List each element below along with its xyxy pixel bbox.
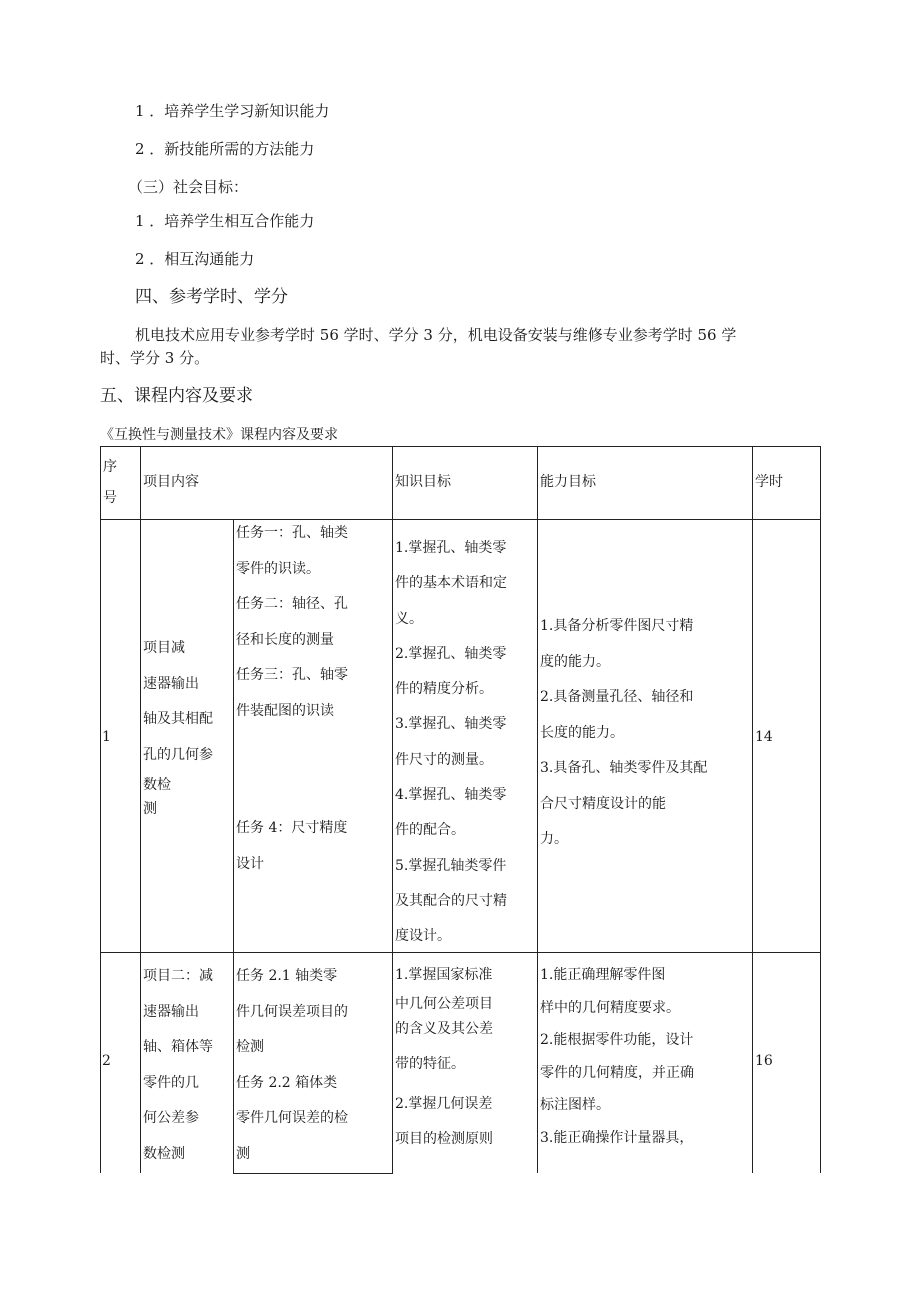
row2-knowledge-line: 2.掌握几何误差 <box>395 1096 493 1112</box>
header-project: 项目内容 <box>143 474 199 490</box>
row2-project-line: 数检测 <box>143 1145 185 1162</box>
row2-ability-line: 样中的几何精度要求。 <box>540 999 680 1016</box>
col-divider-knowledge <box>537 446 538 1173</box>
row2-task1-line: 检测 <box>236 1039 264 1055</box>
table-border-left <box>100 446 101 1173</box>
row1-task3-line2: 件装配图的识读 <box>236 702 334 719</box>
row2-knowledge-line: 项目的检测原则 <box>395 1131 493 1147</box>
col-divider-task <box>392 446 393 1173</box>
row1-knowledge-line: 5.掌握孔轴类零件 <box>395 857 507 874</box>
row1-knowledge-line: 度设计。 <box>395 928 451 945</box>
section4-paragraph-line1: 机电技术应用专业参考学时 56 学时、学分 3 分，机电设备安装与维修专业参考学时 56 学 <box>135 326 737 344</box>
row1-task4-line1: 任务 4：尺寸精度 <box>236 820 348 836</box>
row1-ability-line: 1.具备分析零件图尺寸精 <box>540 618 694 634</box>
row2-ability-line: 零件的几何精度，并正确 <box>540 1064 694 1081</box>
section4-heading: 四、参考学时、学分 <box>135 287 288 307</box>
row1-project-line: 孔的几何参 <box>143 746 213 763</box>
row1-ability-line: 2.具备测量孔径、轴径和 <box>540 689 694 705</box>
row1-task2-line1: 任务二：轴径、孔 <box>236 596 348 612</box>
row1-project <box>143 631 213 821</box>
row1-project-line: 数检 <box>143 777 171 793</box>
row1-knowledge-line: 及其配合的尺寸精 <box>395 892 507 909</box>
row1-knowledge <box>395 531 535 951</box>
row2-task2-line: 任务 2.2 箱体类 <box>236 1074 338 1091</box>
col-divider-seq <box>140 446 141 1173</box>
row2-ability-line: 3.能正确操作计量器具， <box>540 1129 694 1146</box>
row1-knowledge-line: 件的基本术语和定 <box>395 575 507 592</box>
row1-seq: 1 <box>102 729 111 745</box>
row1-knowledge-line: 2.掌握孔、轴类零 <box>395 645 507 662</box>
row1-project-line: 测 <box>143 801 157 817</box>
row2-task1-line: 件几何误差项目的 <box>236 1003 348 1020</box>
row1-task1-line1: 任务一：孔、轴类 <box>236 525 348 541</box>
table-border-top <box>100 446 821 447</box>
row2-ability <box>540 959 694 1154</box>
table-border-right <box>820 446 821 1173</box>
row1-ability-line: 度的能力。 <box>540 653 610 670</box>
skill-item-2: 2 ．新技能所需的方法能力 <box>135 140 315 158</box>
row2-task2-line: 测 <box>236 1145 250 1162</box>
col-divider-ability <box>752 446 753 1173</box>
row2-project-line: 何公差参 <box>143 1110 199 1126</box>
row1-ability <box>540 609 707 858</box>
skill-item-1: 1 ．培养学生学习新知识能力 <box>135 102 330 120</box>
row2-knowledge-line: 1.掌握国家标准 <box>395 967 493 983</box>
row2-seq: 2 <box>102 1053 111 1069</box>
row1-project-line: 轴及其相配 <box>143 711 213 727</box>
row1-ability-line: 合尺寸精度设计的能 <box>540 795 666 812</box>
row1-project-line: 速器输出 <box>143 675 199 692</box>
row2-knowledge-line: 中几何公差项目 <box>395 996 493 1012</box>
row1-knowledge-line: 1.掌握孔、轴类零 <box>395 540 507 556</box>
table-row-divider <box>100 952 821 953</box>
row2-project-line: 速器输出 <box>143 1003 199 1020</box>
social-goal-heading: （三）社会目标： <box>128 178 249 196</box>
row2-ability-line: 2.能根据零件功能，设计 <box>540 1032 694 1048</box>
row1-ability-line: 长度的能力。 <box>540 724 624 741</box>
row2-ability-line: 1.能正确理解零件图 <box>540 967 666 983</box>
task-box-bottom <box>233 1173 393 1174</box>
header-ability: 能力目标 <box>540 474 596 490</box>
row2-knowledge-line: 的含义及其公差 <box>395 1021 493 1037</box>
row1-knowledge-line: 件尺寸的测量。 <box>395 751 493 768</box>
row1-task4-line2: 设计 <box>236 855 264 872</box>
header-seq-line2: 号 <box>103 490 117 506</box>
row1-knowledge-line: 义。 <box>395 610 423 627</box>
row2-task2-line: 零件几何误差的检 <box>236 1110 348 1126</box>
col-divider-project-task <box>233 519 234 1173</box>
row2-project-line: 轴、箱体等 <box>143 1039 213 1055</box>
row1-knowledge-line: 件的精度分析。 <box>395 681 493 698</box>
row1-knowledge-line: 4.掌握孔、轴类零 <box>395 787 507 804</box>
row2-project-line: 零件的几 <box>143 1074 199 1091</box>
row2-task1-line: 任务 2.1 轴类零 <box>236 968 338 984</box>
row1-knowledge-line: 件的配合。 <box>395 822 465 839</box>
row2-project-line: 项目二：减 <box>143 968 213 984</box>
row2-knowledge <box>395 959 493 1157</box>
row1-task4 <box>236 811 347 882</box>
row2-ability-line: 标注图样。 <box>540 1097 610 1113</box>
section5-heading: 五、课程内容及要求 <box>100 386 253 406</box>
row1-hours: 14 <box>755 729 773 745</box>
social-item-1: 1 ．培养学生相互合作能力 <box>135 212 315 230</box>
row2-hours: 16 <box>755 1053 773 1069</box>
row1-task1-line2: 零件的识读。 <box>236 560 320 577</box>
section4-paragraph-line2: 时、学分 3 分。 <box>100 349 210 367</box>
social-item-2: 2 ．相互沟通能力 <box>135 250 255 268</box>
header-seq-line1: 序 <box>103 459 117 475</box>
header-knowledge: 知识目标 <box>395 474 451 490</box>
row1-ability-line: 力。 <box>540 831 568 847</box>
header-seq <box>103 452 117 514</box>
row2-tasks <box>236 959 348 1172</box>
header-hours: 学时 <box>755 474 783 490</box>
table-caption: 《互换性与测量技术》课程内容及要求 <box>100 427 338 443</box>
row1-tasks <box>236 516 348 729</box>
row1-ability-line: 3.具备孔、轴类零件及其配 <box>540 760 708 776</box>
row1-project-line: 项目减 <box>143 640 185 656</box>
table-header-divider <box>100 519 821 520</box>
row1-knowledge-line: 3.掌握孔、轴类零 <box>395 716 507 733</box>
row2-project <box>143 959 213 1172</box>
row1-task2-line2: 径和长度的测量 <box>236 631 334 648</box>
row1-task3-line1: 任务三：孔、轴零 <box>236 667 348 683</box>
row2-knowledge-line: 带的特征。 <box>395 1056 465 1072</box>
